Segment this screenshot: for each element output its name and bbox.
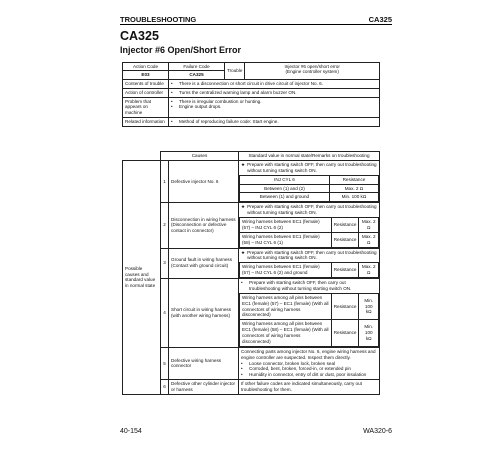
contents-label: Contents of trouble [123, 79, 169, 88]
action-text [169, 88, 380, 97]
problem-2: Engine output drops. [179, 104, 222, 110]
resistance-header: Resistance [329, 175, 378, 184]
cause-number: 3 [161, 248, 169, 279]
prep-note: Prepare with starting switch OFF, then carry out troubleshooting without turning starting switch ON. [247, 161, 377, 173]
header-rule [120, 24, 392, 25]
action-code-value: E03 [123, 70, 169, 79]
resistance-label: Resistance [331, 263, 359, 278]
measure-value: Max. 2 Ω [359, 232, 379, 247]
bullet: • [241, 372, 243, 378]
connector-check-1: Loose connector, broken lock, broken seal [249, 360, 336, 366]
resistance-table-4 [239, 293, 379, 347]
prep-note: Prepare with starting switch OFF, then carry out troubleshooting without turning starting switch ON. [247, 249, 377, 261]
page-title: Injector #6 Open/Short Error [120, 45, 242, 55]
resistance-label: Resistance [331, 232, 359, 247]
trouble-text-line2: (Engine controller system) [285, 69, 339, 75]
section-title: TROUBLESHOOTING [120, 15, 197, 24]
bullet: • [241, 360, 243, 366]
cause-number: 5 [161, 347, 169, 379]
cause-number: 4 [161, 279, 169, 348]
cause-1-details [239, 160, 380, 202]
measure-value: Max. 2 Ω [329, 184, 378, 193]
causes-table [122, 151, 380, 395]
cause-6-details: If other failure codes are indicated simultaneously, carry out troubleshooting for them. [239, 380, 380, 395]
failure-code-heading: CA325 [120, 29, 159, 43]
standard-header: Standard value in normal state/Remarks on troubleshooting [239, 152, 380, 161]
cause-connector: Defective wiring harness connector [169, 347, 239, 379]
problem-label: Problem that appears on machine [123, 97, 169, 118]
cause-ground-fault: Ground fault in wiring harness (Contact with ground circuit) [169, 248, 239, 279]
star-icon: ★ [241, 161, 246, 167]
trouble-text-line1: Injector #6 open/short error [284, 63, 340, 69]
measure-point: Between (1) and ground [240, 193, 330, 202]
connector-check-3: Humidity in connector, entry of dirt or dust, poor insulation [249, 372, 367, 378]
related-text [169, 118, 380, 127]
measure-value: Min. 100 kΩ [359, 320, 379, 347]
prep-note: Prepare with starting switch OFF, then carry out troubleshooting without turning starting switch ON. [247, 204, 377, 216]
connector-check-2: Corroded, bent, broken, forced-in, or extended pin [249, 366, 351, 372]
related-value: Method of reproducing failure code: Start engine. [179, 119, 279, 125]
resistance-label: Resistance [331, 293, 359, 320]
measure-point: Between (1) and (2) [240, 184, 330, 193]
bullet: • [171, 98, 173, 104]
resistance-table-2 [239, 217, 379, 248]
bullet: • [171, 80, 173, 86]
problem-1: There is irregular combustion or hunting. [179, 98, 262, 104]
failure-code-value: CA325 [169, 70, 225, 79]
cause-number: 1 [161, 160, 169, 202]
star-icon: ★ [241, 204, 246, 210]
prep-note: Prepare with starting switch OFF, then carry out troubleshooting without turning starting switch ON. [249, 280, 352, 291]
cause-disconnection: Disconnection in wiring harness (Disconnection or defective contact in connector) [169, 203, 239, 248]
header-code: CA325 [368, 15, 392, 24]
related-label: Related information [123, 118, 169, 127]
connector-intro: Connecting parts among injector No. 6, engine wiring harness and engine controller are suspected. Inspect them directly. [241, 348, 376, 360]
cause-short-circuit: Short circuit in wiring harness (with another wiring harness) [169, 279, 239, 348]
blank-corner [123, 152, 161, 161]
resistance-table-1 [239, 175, 379, 203]
bullet: • [241, 280, 243, 285]
bullet: • [171, 119, 173, 125]
bullet: • [241, 366, 243, 372]
action-code-header: Action Code [123, 63, 169, 71]
resistance-label: Resistance [331, 320, 359, 347]
measure-value: Max. 2 Ω [359, 263, 379, 278]
page-number: 40-154 [120, 428, 142, 435]
bullet: • [171, 104, 173, 110]
trouble-text [245, 63, 380, 80]
possible-causes-label: Possible causes and standard value in normal state [123, 160, 161, 394]
measure-point: Wiring harness between EC1 (female) (57) – INJ CYL 6 (2) [240, 218, 332, 233]
cause-4-details [239, 279, 380, 348]
measure-point: Wiring harness between EC1 (female) (57) – INJ CYL 6 (2) and ground [240, 263, 332, 278]
cause-5-details [239, 347, 380, 379]
contents-text [169, 79, 380, 88]
bullet: • [171, 89, 173, 95]
measure-value: Min. 100 kΩ [329, 193, 378, 202]
action-value: Turns the centralized warning lamp and alarm buzzer ON. [179, 89, 297, 95]
resistance-label: Resistance [331, 218, 359, 233]
measure-value: Max. 2 Ω [359, 218, 379, 233]
contents-value: There is a disconnection or short circuit in drive circuit of injector No. 6. [179, 80, 323, 86]
trouble-label: Trouble [225, 63, 245, 80]
measure-value: Min. 100 kΩ [359, 293, 379, 320]
problem-text [169, 97, 380, 118]
measure-point: Wiring harness among all pins between EC1 (female) (57) – EC1 (female) (With all connectors of wiring harness disconnected) [240, 293, 332, 320]
measure-point: Wiring harness between EC1 (female) (58) – INJ CYL 6 (1) [240, 232, 332, 247]
resistance-table-3 [239, 262, 379, 278]
inj-cyl-header: INJ CYL 6 [240, 175, 330, 184]
cause-other-injector: Defective other cylinder injector or harness [169, 380, 239, 395]
footer-model: WA320-6 [363, 428, 392, 435]
cause-number: 2 [161, 203, 169, 248]
cause-number: 6 [161, 380, 169, 395]
measure-point: Wiring harness among all pins between EC1 (female) (58) – EC1 (female) (With all connectors of wiring harness disconnected) [240, 320, 332, 347]
info-table [122, 62, 380, 127]
causes-header: Causes [161, 152, 239, 161]
cause-2-details [239, 203, 380, 248]
cause-injector: Defective injector No. 6 [169, 160, 239, 202]
star-icon: ★ [241, 249, 246, 255]
failure-code-header: Failure Code [169, 63, 225, 71]
action-label: Action of controller [123, 88, 169, 97]
cause-3-details [239, 248, 380, 279]
